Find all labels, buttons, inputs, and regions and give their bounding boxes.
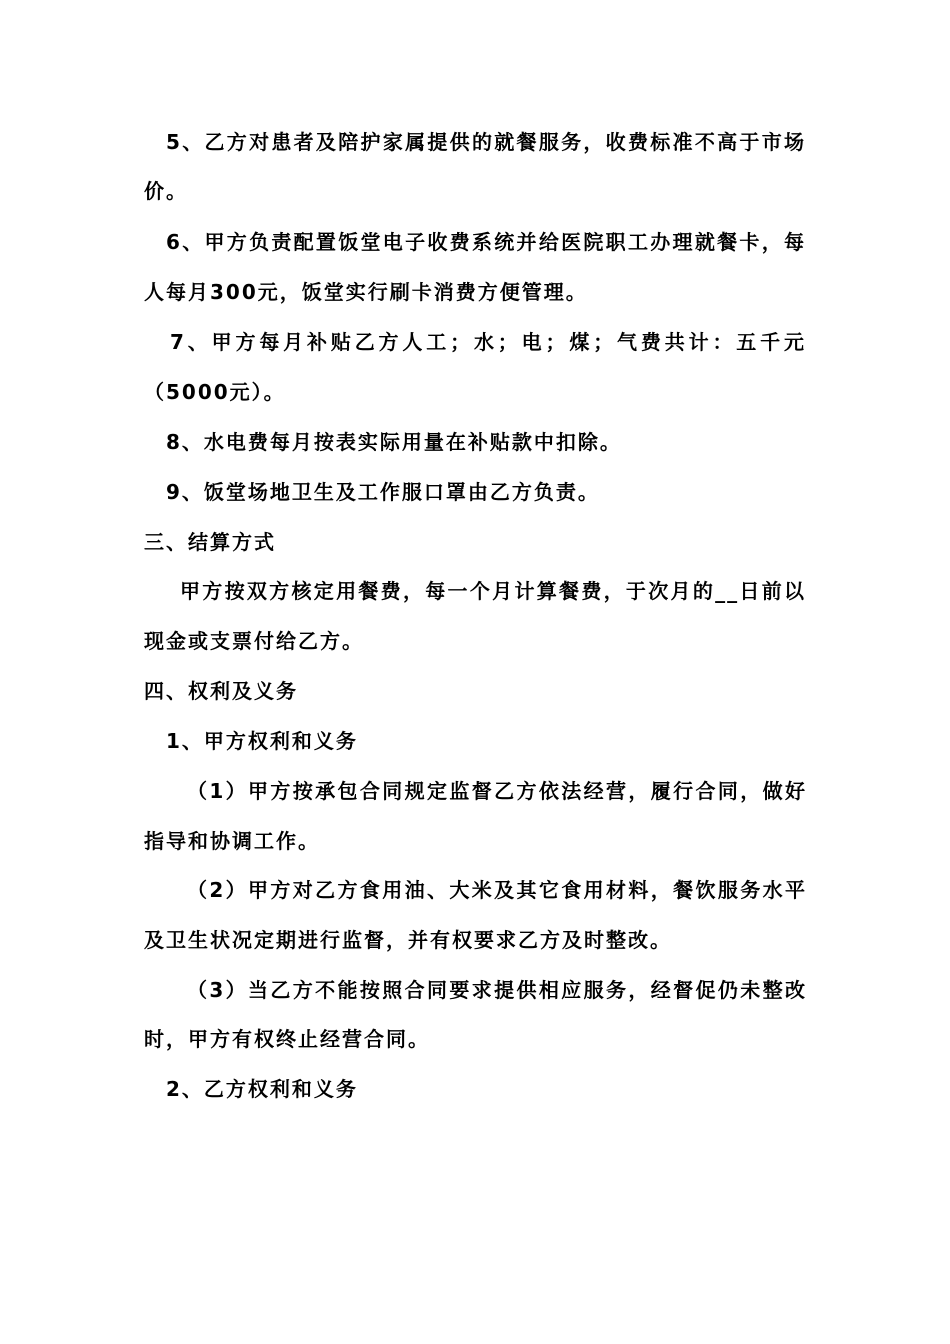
clause-6-line-2: 人每月300元，饭堂实行刷卡消费方便管理。 [144, 280, 588, 304]
settlement-line-1: 甲方按双方核定用餐费，每一个月计算餐费，于次月的__日前以 [180, 579, 806, 603]
section-heading-rights: 四、权利及义务 [144, 679, 298, 703]
party-a-item-3-line-2: 时，甲方有权终止经营合同。 [144, 1027, 430, 1051]
party-a-heading: 1、甲方权利和义务 [166, 729, 358, 753]
clause-6-line-1: 6、甲方负责配置饭堂电子收费系统并给医院职工办理就餐卡，每 [166, 230, 806, 254]
party-a-item-2-line-2: 及卫生状况定期进行监督，并有权要求乙方及时整改。 [144, 928, 672, 952]
settlement-line-2: 现金或支票付给乙方。 [144, 629, 364, 653]
clause-5-line-1: 5、乙方对患者及陪护家属提供的就餐服务，收费标准不高于市场 [166, 130, 806, 154]
party-a-item-1-line-2: 指导和协调工作。 [144, 829, 320, 853]
party-b-heading: 2、乙方权利和义务 [166, 1077, 358, 1101]
section-heading-settlement: 三、结算方式 [144, 530, 276, 554]
clause-8: 8、水电费每月按表实际用量在补贴款中扣除。 [166, 430, 622, 454]
clause-5-line-2: 价。 [144, 179, 188, 203]
clause-7-line-1: 7、甲方每月补贴乙方人工；水；电；煤；气费共计：五千元 [170, 330, 806, 354]
party-a-item-2-line-1: （2）甲方对乙方食用油、大米及其它食用材料，餐饮服务水平 [187, 878, 807, 902]
party-a-item-3-line-1: （3）当乙方不能按照合同要求提供相应服务，经督促仍未整改 [187, 978, 807, 1002]
party-a-item-1-line-1: （1）甲方按承包合同规定监督乙方依法经营，履行合同，做好 [187, 779, 807, 803]
clause-9: 9、饭堂场地卫生及工作服口罩由乙方负责。 [166, 480, 600, 504]
clause-7-line-2: （5000元）。 [144, 380, 286, 404]
